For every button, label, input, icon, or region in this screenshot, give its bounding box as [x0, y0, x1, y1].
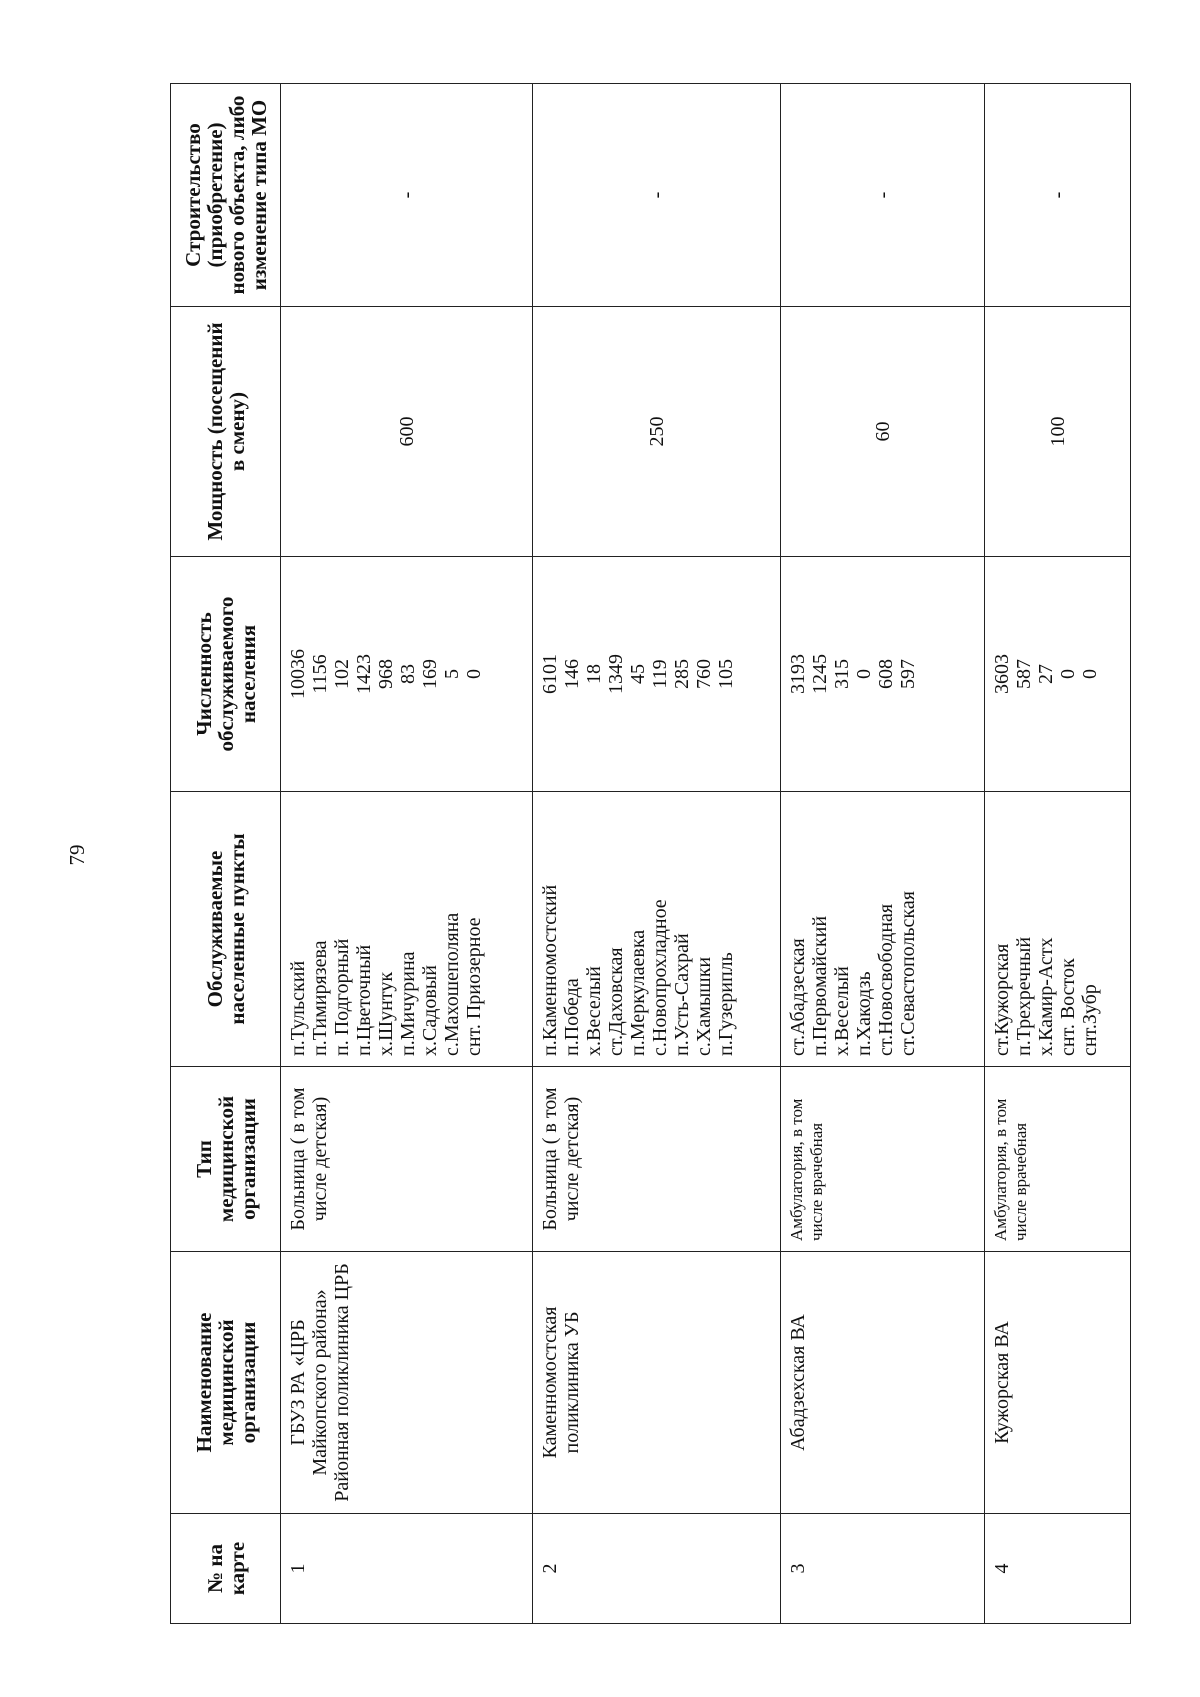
population-value: 169	[419, 659, 441, 689]
settlement-item: п.Победа	[561, 978, 583, 1056]
population-value: 146	[561, 659, 583, 689]
cell-map-number: 2	[533, 1514, 781, 1624]
cell-org-name: Каменномостская поликлиника УБ	[533, 1252, 781, 1514]
population-value: 760	[693, 659, 715, 689]
cell-org-type: Амбулатория, в том числе врачебная	[985, 1067, 1131, 1252]
settlement-item: п.Мичурина	[397, 951, 419, 1056]
cell-capacity: 100	[985, 307, 1131, 557]
cell-population	[781, 557, 985, 792]
settlement-item: ст.Новосвободная	[875, 903, 897, 1056]
settlement-item: снт.Зубр	[1079, 984, 1101, 1056]
settlement-item: снт. Приозерное	[463, 917, 485, 1056]
cell-org-name: ГБУЗ РА «ЦРБ Майкопского района» Районная поликлиника ЦРБ	[281, 1252, 533, 1514]
settlement-item: п.Трехречный	[1013, 936, 1035, 1056]
population-value: 597	[897, 659, 919, 689]
settlement-item: п.Цветочный	[353, 944, 375, 1056]
table-header-row	[171, 84, 281, 1624]
cell-served-settlements	[985, 792, 1131, 1067]
cell-construction: -	[985, 84, 1131, 307]
settlement-item: п.Тимирязева	[309, 940, 331, 1056]
settlement-item: п.Каменномостский	[539, 884, 561, 1056]
population-value: 83	[397, 664, 419, 684]
cell-served-settlements	[533, 792, 781, 1067]
population-value: 5	[441, 669, 463, 679]
settlement-item: ст.Даховская	[605, 947, 627, 1056]
cell-map-number: 3	[781, 1514, 985, 1624]
header-served-settlements: Обслуживаемые населенные пункты	[171, 792, 281, 1067]
header-org-name: Наименование медицинской организации	[171, 1252, 281, 1514]
cell-org-type: Амбулатория, в том числе врачебная	[781, 1067, 985, 1252]
settlement-item: п. Подгорный	[331, 938, 353, 1056]
cell-construction: -	[533, 84, 781, 307]
medical-organizations-table	[170, 83, 1131, 1624]
cell-map-number: 4	[985, 1514, 1131, 1624]
cell-capacity: 600	[281, 307, 533, 557]
population-value: 18	[583, 664, 605, 684]
cell-org-type: Больница ( в том числе детская)	[281, 1067, 533, 1252]
population-value: 105	[715, 659, 737, 689]
cell-org-name: Кужорская ВА	[985, 1252, 1131, 1514]
header-map-number: № на карте	[171, 1514, 281, 1624]
cell-org-name: Абадзехская ВА	[781, 1252, 985, 1514]
population-value: 587	[1013, 659, 1035, 689]
population-value: 1423	[353, 654, 375, 694]
settlement-item: х.Камир-Астх	[1035, 937, 1057, 1056]
population-value: 27	[1035, 664, 1057, 684]
cell-capacity: 250	[533, 307, 781, 557]
header-capacity: Мощность (посещений в смену)	[171, 307, 281, 557]
settlement-item: п.Первомайский	[809, 915, 831, 1056]
population-value: 285	[671, 659, 693, 689]
population-value: 1245	[809, 654, 831, 694]
table-row	[985, 84, 1131, 1624]
population-value: 10036	[287, 649, 309, 699]
settlement-item: п.Тульский	[287, 960, 309, 1056]
population-value: 0	[1057, 669, 1079, 679]
settlement-item: х.Веселый	[831, 966, 853, 1056]
cell-population	[985, 557, 1131, 792]
population-value: 3193	[787, 654, 809, 694]
settlement-item: ст.Севастопольская	[897, 891, 919, 1056]
table-row	[281, 84, 533, 1624]
rotated-table-container	[170, 84, 1130, 1624]
settlement-item: х.Веселый	[583, 966, 605, 1056]
cell-population	[533, 557, 781, 792]
population-value: 45	[627, 664, 649, 684]
settlement-item: с.Новопрохладное	[649, 899, 671, 1056]
cell-population	[281, 557, 533, 792]
population-value: 608	[875, 659, 897, 689]
population-value: 3603	[991, 654, 1013, 694]
population-value: 968	[375, 659, 397, 689]
cell-map-number: 1	[281, 1514, 533, 1624]
settlement-item: х.Садовый	[419, 965, 441, 1056]
settlement-item: п.Меркулаевка	[627, 929, 649, 1056]
settlement-item: п.Хакодзь	[853, 971, 875, 1056]
header-construction: Строительство (приобретение) нового объекта, либо изменение типа МО	[171, 84, 281, 307]
population-value: 6101	[539, 654, 561, 694]
population-value: 315	[831, 659, 853, 689]
settlement-item: х.Шунтук	[375, 971, 397, 1056]
table-row	[533, 84, 781, 1624]
population-value: 0	[1079, 669, 1101, 679]
page-number: 79	[65, 844, 89, 866]
cell-org-type: Больница ( в том числе детская)	[533, 1067, 781, 1252]
settlement-item: п.Гузерипль	[715, 952, 737, 1056]
cell-capacity: 60	[781, 307, 985, 557]
settlement-item: п.Усть-Сахрай	[671, 933, 693, 1056]
cell-served-settlements	[781, 792, 985, 1067]
header-org-type: Тип медицинской организации	[171, 1067, 281, 1252]
population-value: 0	[853, 669, 875, 679]
population-value: 1156	[309, 654, 331, 694]
population-value: 1349	[605, 654, 627, 694]
population-value: 0	[463, 669, 485, 679]
settlement-item: с.Махошеполяна	[441, 912, 463, 1056]
cell-served-settlements	[281, 792, 533, 1067]
population-value: 102	[331, 659, 353, 689]
settlement-item: ст.Абадзеская	[787, 938, 809, 1056]
population-value: 119	[649, 659, 671, 689]
cell-construction: -	[281, 84, 533, 307]
table-row	[781, 84, 985, 1624]
settlement-item: снт. Восток	[1057, 958, 1079, 1056]
settlement-item: с.Хамышки	[693, 956, 715, 1056]
header-population: Численность обслуживаемого населения	[171, 557, 281, 792]
cell-construction: -	[781, 84, 985, 307]
settlement-item: ст.Кужорская	[991, 943, 1013, 1056]
